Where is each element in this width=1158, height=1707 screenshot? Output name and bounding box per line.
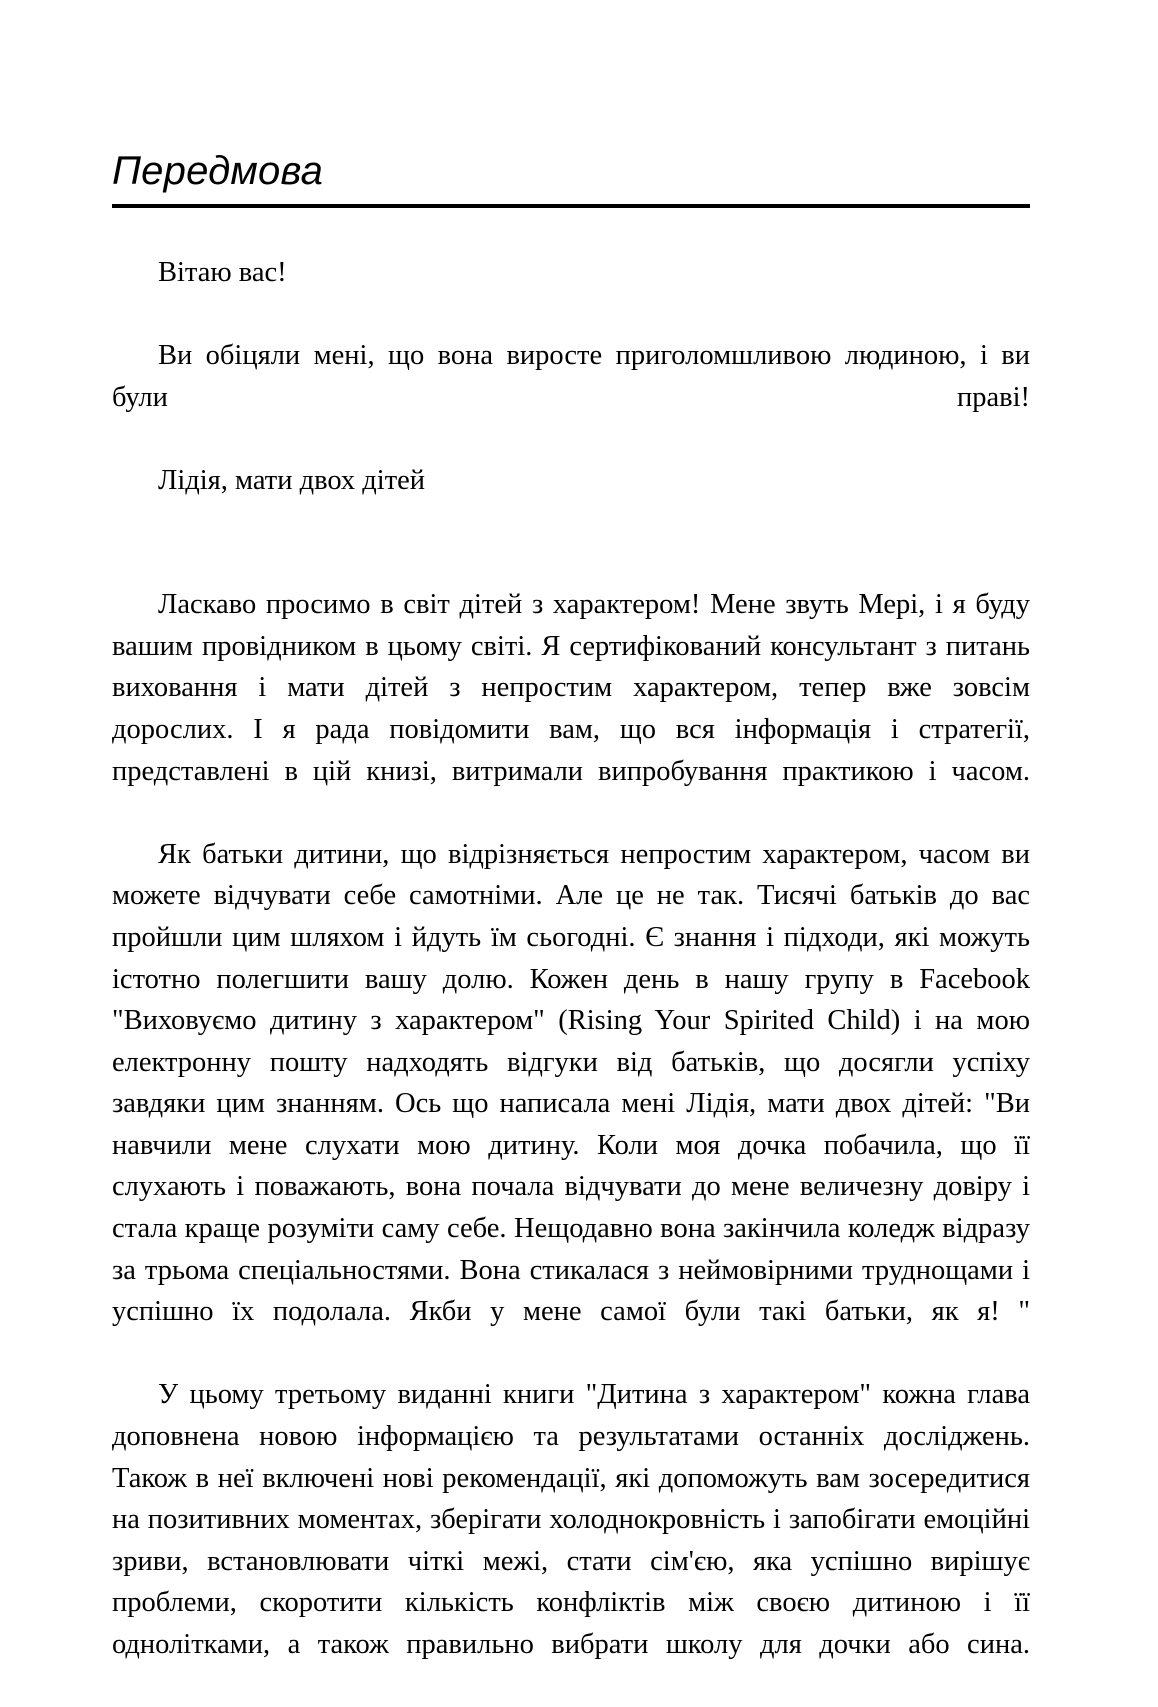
document-body [112,252,1030,1707]
epigraph-attribution: Лідія, мати двох дітей [158,464,426,496]
chapter-header [112,148,1030,208]
title-divider [112,204,1030,208]
page-title: Передмова [112,149,324,193]
paragraph: Ласкаво просимо в світ дітей з характером! Мене звуть Мері, і я буду вашим провідником в цьому світі. Я сертифікований консультант з питань виховання і мати дітей з непростим характером, тепер вже зовсім дорослих. І я рада повідомити вам, що вся інформація і стратегії, представлені в цій книзі, витримали випробування практикою і часом. [112,589,1030,787]
paragraph: Як батьки дитини, що відрізняється непростим характером, часом ви можете відчувати себе самотніми. Але це не так. Тисячі батьків до вас пройшли цим шляхом і йдуть їм сьогодні. Є знання і підходи, які можуть істотно полегшити вашу долю. Кожен день в нашу групу в Facebook "Виховуємо дитину з характером" (Rising Your Spirited Child) і на мою електронну пошту надходять відгуки від батьків, що досягли успіху завдяки цим знанням. Ось що написала мені Лідія, мати двох дітей: "Ви навчили мене слухати мою дитину. Коли моя дочка побачила, що її слухають і поважають, вона почала відчувати до мене величезну довіру і стала краще розуміти саму себе. Нещодавно вона закінчила коледж відразу за трьома спеціальностями. Вона стикалася з неймовірними труднощами і успішно їх подолала. Якби у мене самої були такі батьки, як я! " [112,838,1030,1328]
epigraph-greeting: Вітаю вас! [158,257,287,288]
epigraph-quote: Ви обіцяли мені, що вона виросте приголомшливою людиною, і ви були праві! [112,340,1030,413]
epigraph-block [112,252,1030,543]
paragraph: У цьому третьому виданні книги "Дитина з характером" кожна глава доповнена новою інформацією та результатами останніх досліджень. Також в неї включені нові рекомендації, які допоможуть вам зосередитися на позитивних моментах, зберігати холоднокровність і запобігати емоційні зриви, встановлювати чіткі межі, стати сім'єю, яка успішно вирішує проблеми, скоротити кількість конфліктів між своєю дитиною і її однолітками, а також правильно вибрати школу для дочки або сина. [112,1379,1030,1660]
body-paragraphs [112,584,1030,1707]
